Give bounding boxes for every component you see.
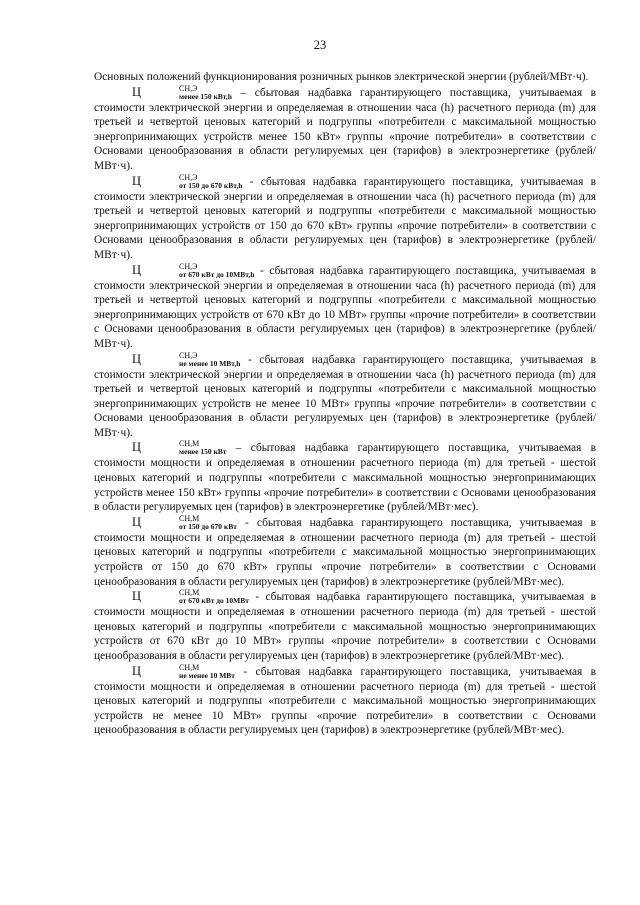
definition-text: - сбытовая надбавка гарантирующего поставщика, учитываемая в стоимости электрической энергии и определяемая в отношении часа (h) расчетного периода (m) для третьей и четвертой ценовых категорий и подгруппы «потребители с максимальной мощностью энергопринимающих устройств от 150 до 670 кВт» группы «прочие потребители» в соответствии с Основами ценообразования в области регулируемых цен (тарифов) в электроэнергетике (рублей/МВт·ч).: [94, 175, 597, 261]
definition-paragraph: [94, 174, 596, 263]
symbol-letter: Ц: [132, 440, 142, 455]
definition-text: – сбытовая надбавка гарантирующего поставщика, учитываемая в стоимости мощности и определяемая в отношении расчетного периода (m) для третьей - шестой ценовых категорий и подгруппы «потребители с максимальной мощностью энергопринимающих устройств менее 150 кВт» группы «прочие потребители» в соответствии с Основами ценообразования в области регулируемых цен (тарифов) в электроэнергетике (рублей/МВт·мес).: [94, 442, 596, 514]
symbol-subscript: от 150 до 670 кВт,h: [179, 180, 243, 190]
symbol-superscript: СН,М: [179, 439, 200, 449]
symbol-superscript: СН,Э: [179, 261, 198, 271]
formula-symbol: [132, 588, 249, 606]
page-number: 23: [313, 38, 327, 52]
formula-symbol: [132, 513, 237, 531]
formula-symbol: [132, 83, 232, 101]
definition-paragraph: [94, 589, 596, 663]
symbol-subscript: от 150 до 670 кВт: [179, 521, 237, 531]
definition-paragraph: [94, 263, 596, 352]
symbol-letter: Ц: [132, 262, 142, 277]
symbol-letter: Ц: [132, 589, 142, 604]
definition-paragraph: [94, 515, 596, 589]
symbol-letter: Ц: [132, 84, 142, 99]
formula-symbol: [132, 350, 241, 368]
symbol-superscript: СН,М: [179, 588, 200, 598]
symbol-superscript: СН,Э: [179, 83, 198, 93]
symbol-subscript: менее 150 кВт,h: [179, 91, 232, 101]
definition-paragraph: [94, 352, 596, 441]
definition-text: - сбытовая надбавка гарантирующего поставщика, учитываемая в стоимости мощности и определяемая в отношении расчетного периода (m) для третьей - шестой ценовых категорий и подгруппы «потребители с максимальной мощностью энергопринимающих устройств не менее 10 МВт» группы «прочие потребители» в соответствии с Основами ценообразования в области регулируемых цен (тарифов) в электроэнергетике (рублей/МВт·мес).: [94, 665, 596, 737]
symbol-letter: Ц: [132, 514, 142, 529]
formula-symbol: [132, 662, 235, 680]
symbol-superscript: СН,Э: [179, 172, 198, 182]
symbol-letter: Ц: [132, 663, 142, 678]
symbol-superscript: СН,Э: [179, 350, 198, 360]
symbol-subscript: не менее 10 МВт: [179, 670, 235, 680]
intro-paragraph: Основных положений функционирования розничных рынков электрической энергии (рублей/МВт·ч).: [94, 71, 589, 83]
formula-symbol: [132, 172, 243, 190]
definition-text: - сбытовая надбавка гарантирующего поставщика, учитываемая в стоимости электрической энергии и определяемая в отношении часа (h) расчетного периода (m) для третьей и четвертой ценовых категорий и подгруппы «потребители с максимальной мощностью энергопринимающих устройств от 670 кВт до 10 МВт» группы «прочие потребители» в соответствии с Основами ценообразования в области регулируемых цен (тарифов) в электроэнергетике (рублей/МВт·ч).: [94, 264, 596, 350]
definition-paragraph: [94, 440, 596, 514]
symbol-superscript: СН,М: [179, 662, 200, 672]
definition-text: - сбытовая надбавка гарантирующего поставщика, учитываемая в стоимости мощности и определяемая в отношении расчетного периода (m) для третьей - шестой ценовых категорий и подгруппы «потребители с максимальной мощностью энергопринимающих устройств от 670 кВт до 10 МВт» группы «прочие потребители» в соответствии с Основами ценообразования в области регулируемых цен (тарифов) в электроэнергетике (рублей/МВт·мес).: [94, 591, 596, 662]
symbol-subscript: от 670 кВт до 10МВт,h: [179, 269, 255, 279]
definition-paragraph: [94, 664, 596, 738]
definition-text: - сбытовая надбавка гарантирующего поставщика, учитываемая в стоимости мощности и определяемая в отношении расчетного периода (m) для третьей - шестой ценовых категорий и подгруппы «потребители с максимальной мощностью энергопринимающих устройств от 150 до 670 кВт» группы «прочие потребители» в соответствии с Основами ценообразования в области регулируемых цен (тарифов) в электроэнергетике (рублей/МВт·мес).: [94, 516, 596, 588]
symbol-letter: Ц: [132, 351, 142, 366]
document-body: [94, 70, 596, 738]
symbol-letter: Ц: [132, 173, 142, 188]
formula-symbol: [132, 261, 255, 279]
definition-paragraph: [94, 85, 596, 174]
definition-text: - сбытовая надбавка гарантирующего поставщика, учитываемая в стоимости электрической энергии и определяемая в отношении часа (h) расчетного периода (m) для третьей и четвертой ценовых категорий и подгруппы «потребители с максимальной мощностью энергопринимающих устройств не менее 10 МВт» группы «прочие потребители» в соответствии с Основами ценообразования в области регулируемых цен (тарифов) в электроэнергетике (рублей/МВт·ч).: [94, 353, 596, 439]
symbol-superscript: СН,М: [179, 513, 200, 523]
symbol-subscript: от 670 кВт до 10МВт: [179, 596, 249, 606]
definition-text: – сбытовая надбавка гарантирующего поставщика, учитываемая в стоимости электрической энергии и определяемая в отношении часа (h) расчетного периода (m) для третьей и четвертой ценовых категорий и подгруппы «потребители с максимальной мощностью энергопринимающих устройств менее 150 кВт» группы «прочие потребители» в соответствии с Основами ценообразования в области регулируемых цен (тарифов) в электроэнергетике (рублей/МВт·ч).: [94, 86, 596, 172]
formula-symbol: [132, 439, 227, 457]
symbol-subscript: менее 150 кВт: [179, 447, 227, 457]
symbol-subscript: не менее 10 МВт,h: [179, 358, 241, 368]
